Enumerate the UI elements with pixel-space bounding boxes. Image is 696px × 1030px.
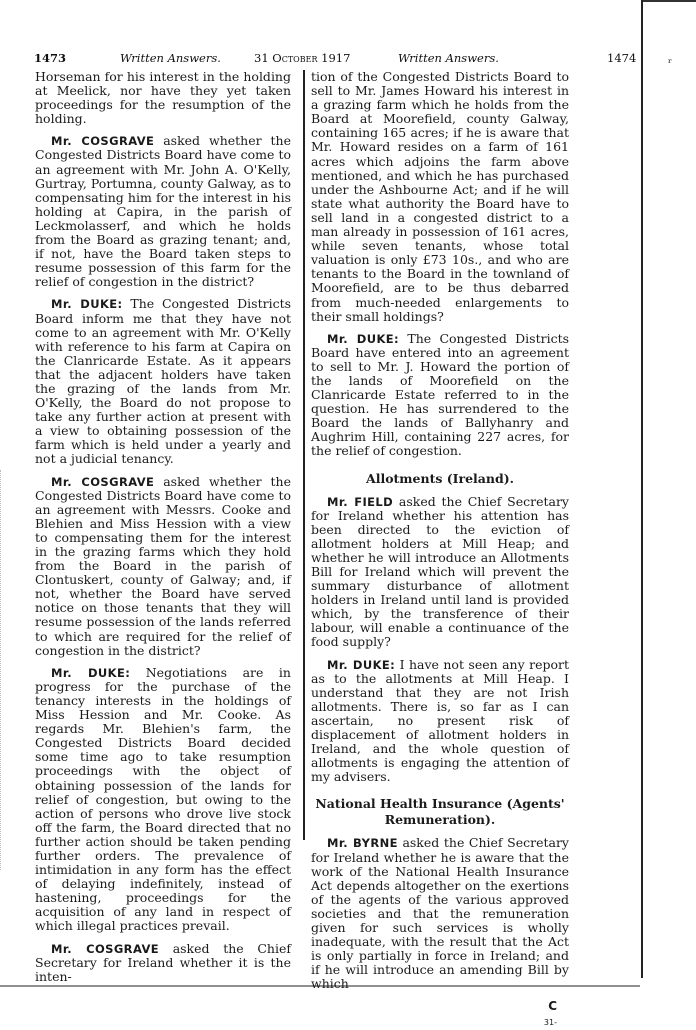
left-column xyxy=(35,70,291,992)
speech-paragraph xyxy=(311,332,569,459)
running-header xyxy=(34,51,636,69)
speaker-name: Mr. BYRNE xyxy=(327,836,398,851)
paragraph-text: Negotiations are in progress for the purchase of the tenancy interests in the holdings of Miss Hession and Mr. Cooke. As regards Mr. Blehien's farm, the Congested Districts Board decided some time ago to take resumption proceedings with the object of obtaining possession of the lands for relief of congestion, but owing to the action of persons who drove live stock off the farm, the Board directed that no further action should be taken pending further orders. The prevalence of intimidation in any form has the effect of delaying indefinitely, instead of hastening, proceedings for the acquisition of any land in respect of which illegal practices prevail. xyxy=(35,664,291,934)
section-heading: National Health Insurance (Agents' Remuneration). xyxy=(315,796,565,828)
paragraph-text: tion of the Congested Districts Board to sell to Mr. James Howard his interest in a grazing farm which he holds from the Board at Moorefield, county Galway, containing 165 acres; if he is aware that Mr. Howard resides on a farm of 161 acres which adjoins the farm above mentioned, and which he has purchased under the Ashbourne Act; and if he will state what authority the Board have to sell land in a congested district to a man already in possession of 161 acres, while seven tenants, whose total valuation is only £73 10s., and who are tenants to the Board in the townland of Moorefield, are to be thus debarred from much-needed enlargements to their small holdings? xyxy=(311,69,569,324)
page-edge-top xyxy=(641,0,696,2)
page-edge-right xyxy=(641,0,643,978)
running-title-left: Written Answers. xyxy=(120,51,221,65)
speech-paragraph xyxy=(35,134,291,289)
paragraph-text: I have not seen any report as to the allotments at Mill Heap. I understand that they are not Irish allotments. There is, so far as I can ascertain, no present risk of displacement of allotment holders in Ireland, and the whole question of allotments is engaging the attention of my advisers. xyxy=(311,656,569,785)
column-divider xyxy=(303,70,305,840)
signature-subscript: 31- xyxy=(543,1017,557,1027)
column-number-left: 1473 xyxy=(34,51,67,65)
speech-paragraph xyxy=(35,942,291,984)
continued-paragraph xyxy=(311,70,569,324)
speaker-name: Mr. COSGRAVE xyxy=(51,474,155,489)
section-heading: Allotments (Ireland). xyxy=(366,470,514,486)
speech-paragraph xyxy=(35,666,291,934)
sitting-date: 31 October 1917 xyxy=(254,51,351,65)
speaker-name: Mr. DUKE: xyxy=(51,297,123,312)
paragraph-text: asked the Chief Secretary for Ireland whether he is aware that the work of the National Health Insurance Act depends altogether on the exertions of the agents of the various approved societies and that the remuneration given for such services is wholly inadequate, with the result that the Act is only partially in force in Ireland; and if he will introduce an amending Bill by which xyxy=(311,835,569,992)
running-title-right: Written Answers. xyxy=(398,51,499,65)
paragraph-text: The Congested Districts Board have entered into an agreement to sell to Mr. J. Howard the portion of the lands of Moorefield on the Clanricarde Estate referred to in the question. He has surrendered to the Board the lands of Ballyhanry and Aughrim Hill, containing 227 acres, for the relief of congestion. xyxy=(311,330,570,459)
continued-paragraph xyxy=(35,70,291,126)
speaker-name: Mr. COSGRAVE xyxy=(51,134,155,149)
speaker-name: Mr. DUKE: xyxy=(327,657,396,672)
right-column xyxy=(311,70,569,1030)
paragraph-text: Horseman for his interest in the holding at Meelick, nor have they yet taken proceedings for the resumption of the holding. xyxy=(35,69,291,127)
speech-paragraph xyxy=(311,658,569,785)
speaker-name: Mr. DUKE: xyxy=(327,331,400,346)
paragraph-text: The Congested Districts Board inform me that they have not come to an agreement with Mr. O'Kelly with reference to his farm at Capira on the Clanricarde Estate. As it appears that the adjacent holders have taken the grazing of the lands from Mr. O'Kelly, the Board do not propose to take any further action at present with a view to obtaining possession of the farm which is held under a yearly and not a judicial tenancy. xyxy=(35,296,292,467)
speech-paragraph xyxy=(311,836,569,991)
paragraph-text: asked the Chief Secretary for Ireland whether it is the inten- xyxy=(35,940,291,984)
speech-paragraph xyxy=(35,297,291,466)
speech-paragraph xyxy=(311,495,569,650)
paragraph-text: asked whether the Congested Districts Board have come to an agreement with Messrs. Cooke and Blehien and Miss Hession with a view to compensating them for the interest in the grazing farms which they hold from the Board in the parish of Clontuskert, county of Galway; and, if not, whether the Board have served notice on those tenants that they will resume possession of the lands referred to which are required for the relief of congestion in the district? xyxy=(35,473,291,658)
signature-mark: C xyxy=(548,999,557,1014)
column-number-right: 1474 xyxy=(607,51,637,65)
paragraph-text: asked the Chief Secretary for Ireland whether his attention has been directed to the eviction of allotment holders at Mill Heap; and whether he will introduce an Allotments Bill for Ireland which will prevent the summary disturbance of allotment holders in Ireland until land is provided which, by the transference of their labour, will enable a continuance of the food supply? xyxy=(311,493,569,650)
speaker-name: Mr. COSGRAVE xyxy=(51,941,160,956)
speaker-name: Mr. FIELD xyxy=(327,494,394,509)
previous-page-bleed xyxy=(0,470,15,870)
stray-mark: ʳ xyxy=(668,56,673,70)
paragraph-text: asked whether the Congested Districts Board have come to an agreement with Mr. John A. O'Kelly, Gurtray, Portumna, county Galway, as to compensating him for the interest in his holding at Capira, in the parish of Leckmolasserf, and which he holds from the Board as grazing tenant; and, if not, have the Board taken steps to resume possession of this farm for the relief of congestion in the district? xyxy=(35,133,291,290)
speech-paragraph xyxy=(35,475,291,658)
speaker-name: Mr. DUKE: xyxy=(51,665,131,680)
